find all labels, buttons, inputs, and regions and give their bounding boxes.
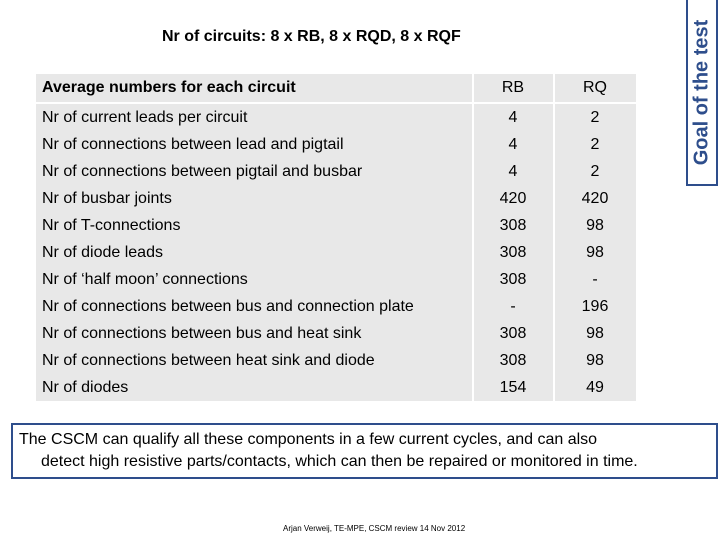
table-row xyxy=(36,320,636,347)
row-label: Nr of connections between bus and heat sink xyxy=(42,324,362,342)
header-rb: RB xyxy=(501,79,525,96)
note-line-1: The CSCM can qualify all these components in a few current cycles, and can also xyxy=(19,431,598,448)
row-label: Nr of current leads per circuit xyxy=(42,108,248,126)
row-rq-value: 2 xyxy=(590,108,600,126)
row-rb-value: 4 xyxy=(508,108,518,126)
row-rq-value: 98 xyxy=(586,324,604,342)
row-rb-value: 308 xyxy=(499,216,527,234)
note-line-2: detect high resistive parts/contacts, which can then be repaired or monitored in time. xyxy=(41,453,638,470)
conclusion-note xyxy=(11,423,718,479)
row-rb-value: 308 xyxy=(499,243,527,261)
table-row xyxy=(36,293,636,320)
row-label: Nr of busbar joints xyxy=(42,189,172,207)
header-label: Average numbers for each circuit xyxy=(42,79,296,96)
row-rb-value: 308 xyxy=(499,324,527,342)
header-rq: RQ xyxy=(583,79,607,96)
goal-label: Goal of the test xyxy=(690,19,713,165)
row-label: Nr of connections between pigtail and busbar xyxy=(42,162,363,180)
row-rb-value: 308 xyxy=(499,270,527,288)
row-rq-value: - xyxy=(592,270,598,288)
row-label: Nr of diode leads xyxy=(42,243,163,261)
table-row xyxy=(36,185,636,212)
row-rq-value: 98 xyxy=(586,351,604,369)
row-rb-value: 420 xyxy=(499,189,527,207)
row-rb-value: 4 xyxy=(508,162,518,180)
table-row xyxy=(36,374,636,401)
row-rb-value: 308 xyxy=(499,351,527,369)
row-label: Nr of connections between lead and pigtail xyxy=(42,135,344,153)
row-label: Nr of diodes xyxy=(42,378,129,396)
row-rq-value: 98 xyxy=(586,243,604,261)
row-rq-value: 2 xyxy=(590,135,600,153)
row-rq-value: 196 xyxy=(581,297,609,315)
table-row xyxy=(36,239,636,266)
row-rq-value: 49 xyxy=(586,378,604,396)
table-row xyxy=(36,347,636,374)
circuit-table xyxy=(36,74,636,401)
row-rq-value: 98 xyxy=(586,216,604,234)
row-label: Nr of connections between heat sink and diode xyxy=(42,351,375,369)
column-divider xyxy=(472,74,474,401)
table-row xyxy=(36,266,636,293)
slide-title: Nr of circuits: 8 x RB, 8 x RQD, 8 x RQF xyxy=(162,28,461,45)
row-rb-value: 154 xyxy=(499,378,527,396)
table-row xyxy=(36,158,636,185)
row-rq-value: 420 xyxy=(581,189,609,207)
row-rb-value: - xyxy=(510,297,516,315)
column-divider xyxy=(553,74,555,401)
table-row xyxy=(36,104,636,131)
goal-label-box xyxy=(686,0,718,186)
row-rb-value: 4 xyxy=(508,135,518,153)
row-label: Nr of connections between bus and connection plate xyxy=(42,297,414,315)
row-label: Nr of ‘half moon’ connections xyxy=(42,270,248,288)
slide-footer: Arjan Verweij, TE-MPE, CSCM review 14 Nov 2012 xyxy=(283,524,466,533)
table-row xyxy=(36,212,636,239)
table-row xyxy=(36,131,636,158)
table-header-row xyxy=(36,74,636,102)
row-label: Nr of T-connections xyxy=(42,216,181,234)
row-rq-value: 2 xyxy=(590,162,600,180)
